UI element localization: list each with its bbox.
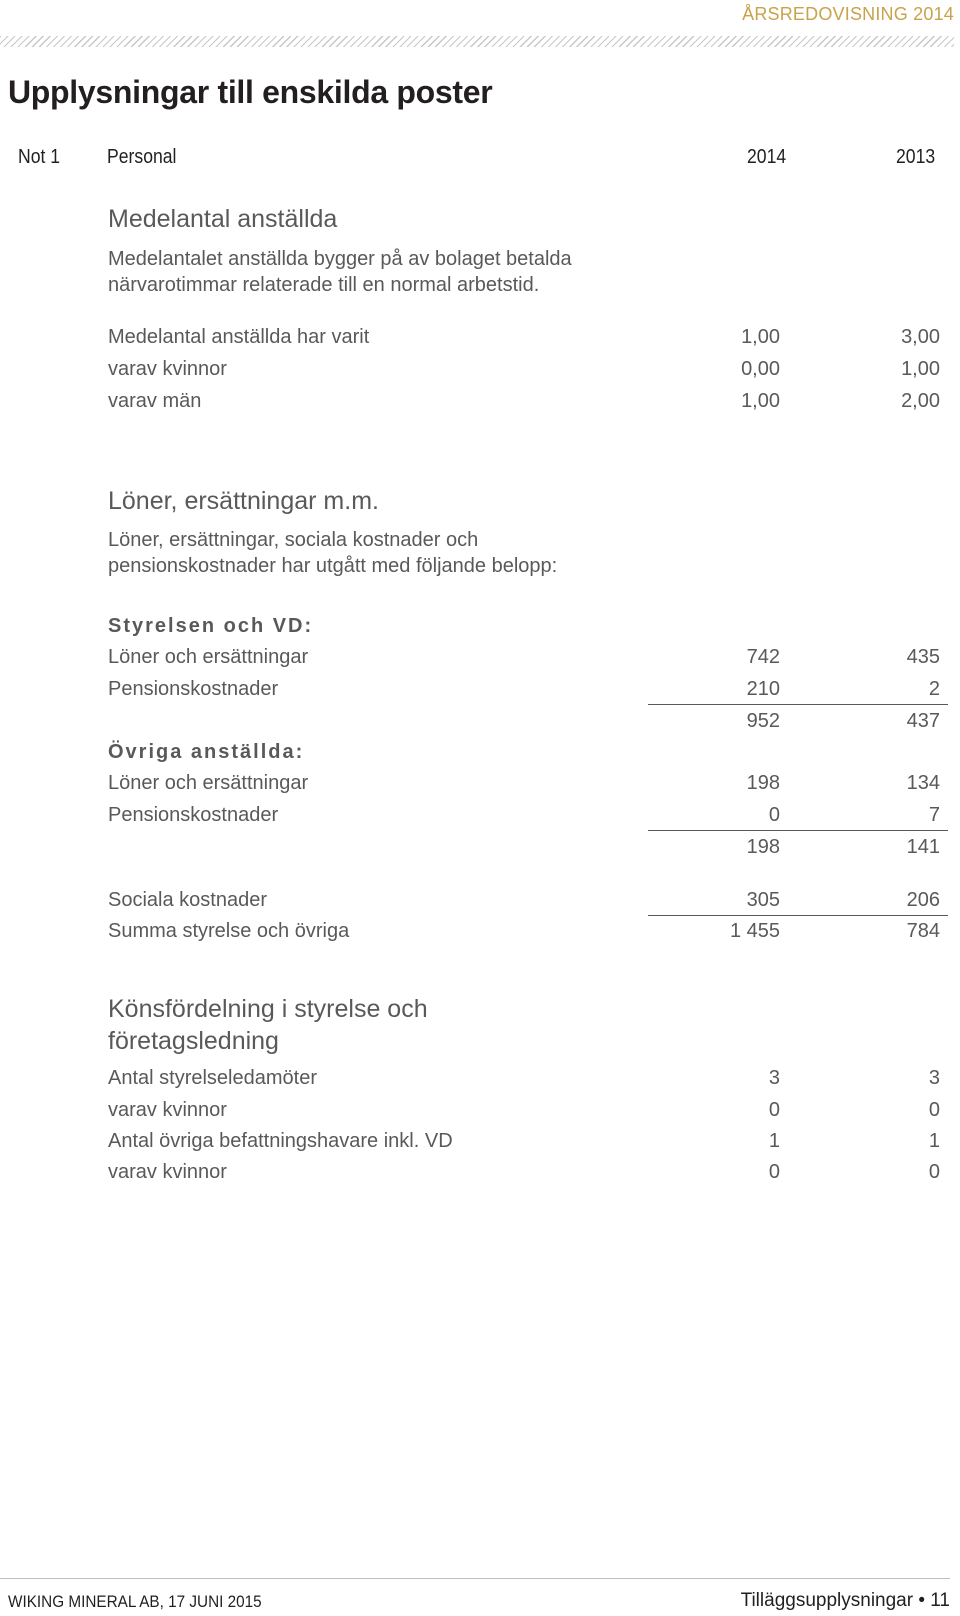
value-2014: 305	[746, 889, 780, 911]
column-header-2014: 2014	[747, 146, 787, 168]
value-2013: 2	[928, 678, 940, 700]
value-2013: 7	[928, 804, 940, 826]
report-header: ÅRSREDOVISNING 2014	[742, 4, 954, 24]
subheading-board-and-ceo: Styrelsen och VD:	[108, 615, 314, 637]
value-2013: 435	[906, 646, 940, 668]
row-label: Antal övriga befattningshavare inkl. VD	[108, 1130, 453, 1152]
table-row	[108, 1099, 940, 1129]
table-row	[108, 358, 940, 388]
value-2014: 210	[746, 678, 780, 700]
value-2013: 3	[928, 1067, 940, 1089]
row-label: Löner och ersättningar	[108, 772, 309, 794]
section-description	[108, 527, 668, 579]
value-2014: 0	[768, 1161, 780, 1183]
column-header-2013: 2013	[896, 146, 936, 168]
heading-line: företagsledning	[108, 1027, 279, 1055]
value-2013: 1,00	[901, 358, 940, 380]
row-label: Pensionskostnader	[108, 678, 279, 700]
value-2013: 1	[928, 1130, 940, 1152]
description-line: pensionskostnader har utgått med följande belopp:	[108, 555, 558, 577]
value-2013: 437	[906, 710, 940, 732]
subtotal-row	[108, 710, 940, 740]
value-2014: 1,00	[741, 326, 780, 348]
value-2014: 952	[746, 710, 780, 732]
header-hatch-divider	[0, 36, 954, 47]
value-2013: 134	[906, 772, 940, 794]
value-2013: 3,00	[901, 326, 940, 348]
value-2014: 198	[746, 836, 780, 858]
table-row	[108, 326, 940, 356]
value-2014: 1 455	[729, 920, 780, 942]
description-line: Medelantalet anställda bygger på av bolaget betalda	[108, 248, 572, 270]
footer-page-label: Tilläggsupplysningar • 11	[740, 1590, 950, 1611]
value-2013: 141	[906, 836, 940, 858]
section-description	[108, 246, 668, 298]
subheading-other-employees: Övriga anställda:	[108, 741, 305, 763]
section-heading-gender-distribution	[108, 993, 428, 1057]
row-label: varav män	[108, 390, 202, 412]
value-2013: 0	[928, 1099, 940, 1121]
row-label: varav kvinnor	[108, 1099, 227, 1121]
value-2014: 1,00	[741, 390, 780, 412]
value-2014: 198	[746, 772, 780, 794]
total-rule	[648, 915, 948, 916]
subtotal-rule	[648, 830, 948, 831]
value-2014: 0	[768, 1099, 780, 1121]
subtotal-rule	[648, 704, 948, 705]
value-2014: 0,00	[741, 358, 780, 380]
note-name: Personal	[107, 146, 177, 168]
table-row	[108, 1130, 940, 1160]
table-row	[108, 1161, 940, 1191]
value-2013: 206	[906, 889, 940, 911]
value-2014: 0	[768, 804, 780, 826]
row-label: Medelantal anställda har varit	[108, 326, 370, 348]
row-label: Summa styrelse och övriga	[108, 920, 350, 942]
section-heading-salaries: Löner, ersättningar m.m.	[108, 487, 379, 515]
row-label: Löner och ersättningar	[108, 646, 309, 668]
total-row	[108, 920, 940, 950]
value-2013: 0	[928, 1161, 940, 1183]
row-label: Sociala kostnader	[108, 889, 267, 911]
row-label: Antal styrelseledamöter	[108, 1067, 317, 1089]
value-2014: 3	[768, 1067, 780, 1089]
table-row	[108, 646, 940, 676]
page-title: Upplysningar till enskilda poster	[8, 74, 493, 110]
value-2013: 2,00	[901, 390, 940, 412]
table-row	[108, 390, 940, 420]
row-label: Pensionskostnader	[108, 804, 279, 826]
row-label: varav kvinnor	[108, 358, 227, 380]
section-heading-average-employees: Medelantal anställda	[108, 205, 338, 233]
description-line: Löner, ersättningar, sociala kostnader och	[108, 529, 479, 551]
heading-line: Könsfördelning i styrelse och	[108, 995, 428, 1023]
value-2014: 1	[768, 1130, 780, 1152]
footer-company-date: WIKING MINERAL AB, 17 JUNI 2015	[8, 1592, 262, 1611]
table-row	[108, 772, 940, 802]
description-line: närvarotimmar relaterade till en normal arbetstid.	[108, 274, 540, 296]
subtotal-row	[108, 836, 940, 866]
footer-divider	[0, 1578, 950, 1579]
note-number: Not 1	[18, 146, 61, 168]
row-label: varav kvinnor	[108, 1161, 227, 1183]
value-2013: 784	[906, 920, 940, 942]
value-2014: 742	[746, 646, 780, 668]
table-row	[108, 1067, 940, 1097]
